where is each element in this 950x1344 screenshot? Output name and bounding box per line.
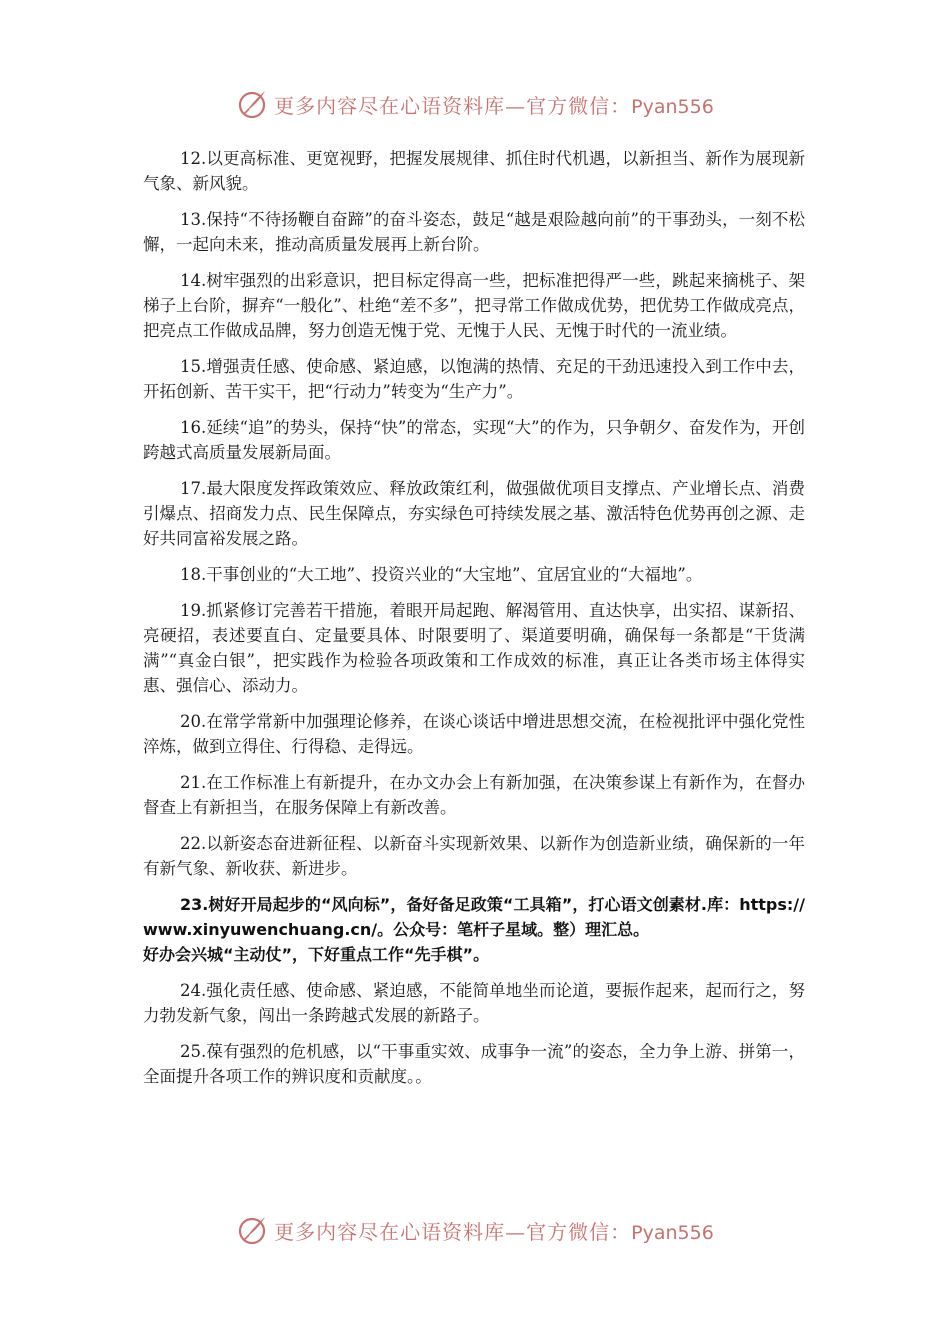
- paragraph-23-part2: 好办会兴城“主动仗”，下好重点工作“先手棋”。: [143, 945, 490, 964]
- paragraph-22: 22.以新姿态奋进新征程、以新奋斗实现新效果、以新作为创造新业绩，确保新的一年有新气象、新收获、新进步。: [143, 834, 805, 878]
- paragraph-23-part1: 23.树好开局起步的“风向标”，备好备足政策“工具箱”，打心语文创素材.库：https://www.xinyuwenchuang.cn/。公众号：笔杆子星域。整）理汇总。: [143, 895, 805, 939]
- banner-text: 更多内容尽在心语资料库—官方微信：Pyan556: [274, 1219, 714, 1244]
- paragraph-25: 25.葆有强烈的危机感，以“干事重实效、成事争一流”的姿态，全力争上游、拼第一，全面提升各项工作的辨识度和贡献度。。: [143, 1042, 805, 1086]
- quill-logo-icon: [236, 1214, 268, 1246]
- header-banner: [0, 84, 950, 124]
- document-body: [143, 146, 805, 1100]
- paragraph-12: 12.以更高标准、更宽视野，把握发展规律、抓住时代机遇，以新担当、新作为展现新气象、新风貌。: [143, 149, 805, 193]
- paragraph-14: 14.树牢强烈的出彩意识，把目标定得高一些，把标准把得严一些，跳起来摘桃子、架梯子上台阶，摒弃“一般化”、杜绝“差不多”，把寻常工作做成优势，把优势工作做成亮点，把亮点工作做成品牌，努力创造无愧于党、无愧于人民、无愧于时代的一流业绩。: [143, 271, 805, 340]
- wechat-id: Pyan556: [631, 1221, 714, 1244]
- paragraph-21: 21.在工作标准上有新提升，在办文办会上有新加强，在决策参谋上有新作为，在督办督查上有新担当，在服务保障上有新改善。: [143, 773, 805, 817]
- wechat-id: Pyan556: [631, 95, 714, 118]
- paragraph-24: 24.强化责任感、使命感、紧迫感，不能简单地坐而论道，要振作起来，起而行之，努力勃发新气象，闯出一条跨越式发展的新路子。: [143, 981, 805, 1025]
- paragraph-15: 15.增强责任感、使命感、紧迫感，以饱满的热情、充足的干劲迅速投入到工作中去，开拓创新、苦干实干，把“行动力”转变为“生产力”。: [143, 357, 805, 401]
- footer-banner: [0, 1210, 950, 1250]
- paragraph-18: 18.干事创业的“大工地”、投资兴业的“大宝地”、宜居宜业的“大福地”。: [180, 565, 703, 584]
- banner-text: 更多内容尽在心语资料库—官方微信：Pyan556: [274, 93, 714, 118]
- paragraph-20: 20.在常学常新中加强理论修养，在谈心谈话中增进思想交流，在检视批评中强化党性淬炼，做到立得住、行得稳、走得远。: [143, 712, 805, 756]
- paragraph-13: 13.保持“不待扬鞭自奋蹄”的奋斗姿态，鼓足“越是艰险越向前”的干事劲头，一刻不松懈，一起向未来，推动高质量发展再上新台阶。: [143, 210, 805, 254]
- paragraph-16: 16.延续“追”的势头，保持“快”的常态，实现“大”的作为，只争朝夕、奋发作为，开创跨越式高质量发展新局面。: [143, 418, 805, 462]
- quill-logo-icon: [236, 88, 268, 120]
- paragraph-23: [143, 892, 805, 967]
- paragraph-17: 17.最大限度发挥政策效应、释放政策红利，做强做优项目支撑点、产业增长点、消费引爆点、招商发力点、民生保障点，夯实绿色可持续发展之基、激活特色优势再创之源、走好共同富裕发展之路。: [143, 479, 805, 548]
- paragraph-19: 19.抓紧修订完善若干措施，着眼开局起跑、解渴管用、直达快享，出实招、谋新招、亮硬招，表述要直白、定量要具体、时限要明了、渠道要明确，确保每一条都是“干货满满”“真金白银”，把实践作为检验各项政策和工作成效的标准，真正让各类市场主体得实惠、强信心、添动力。: [143, 601, 805, 695]
